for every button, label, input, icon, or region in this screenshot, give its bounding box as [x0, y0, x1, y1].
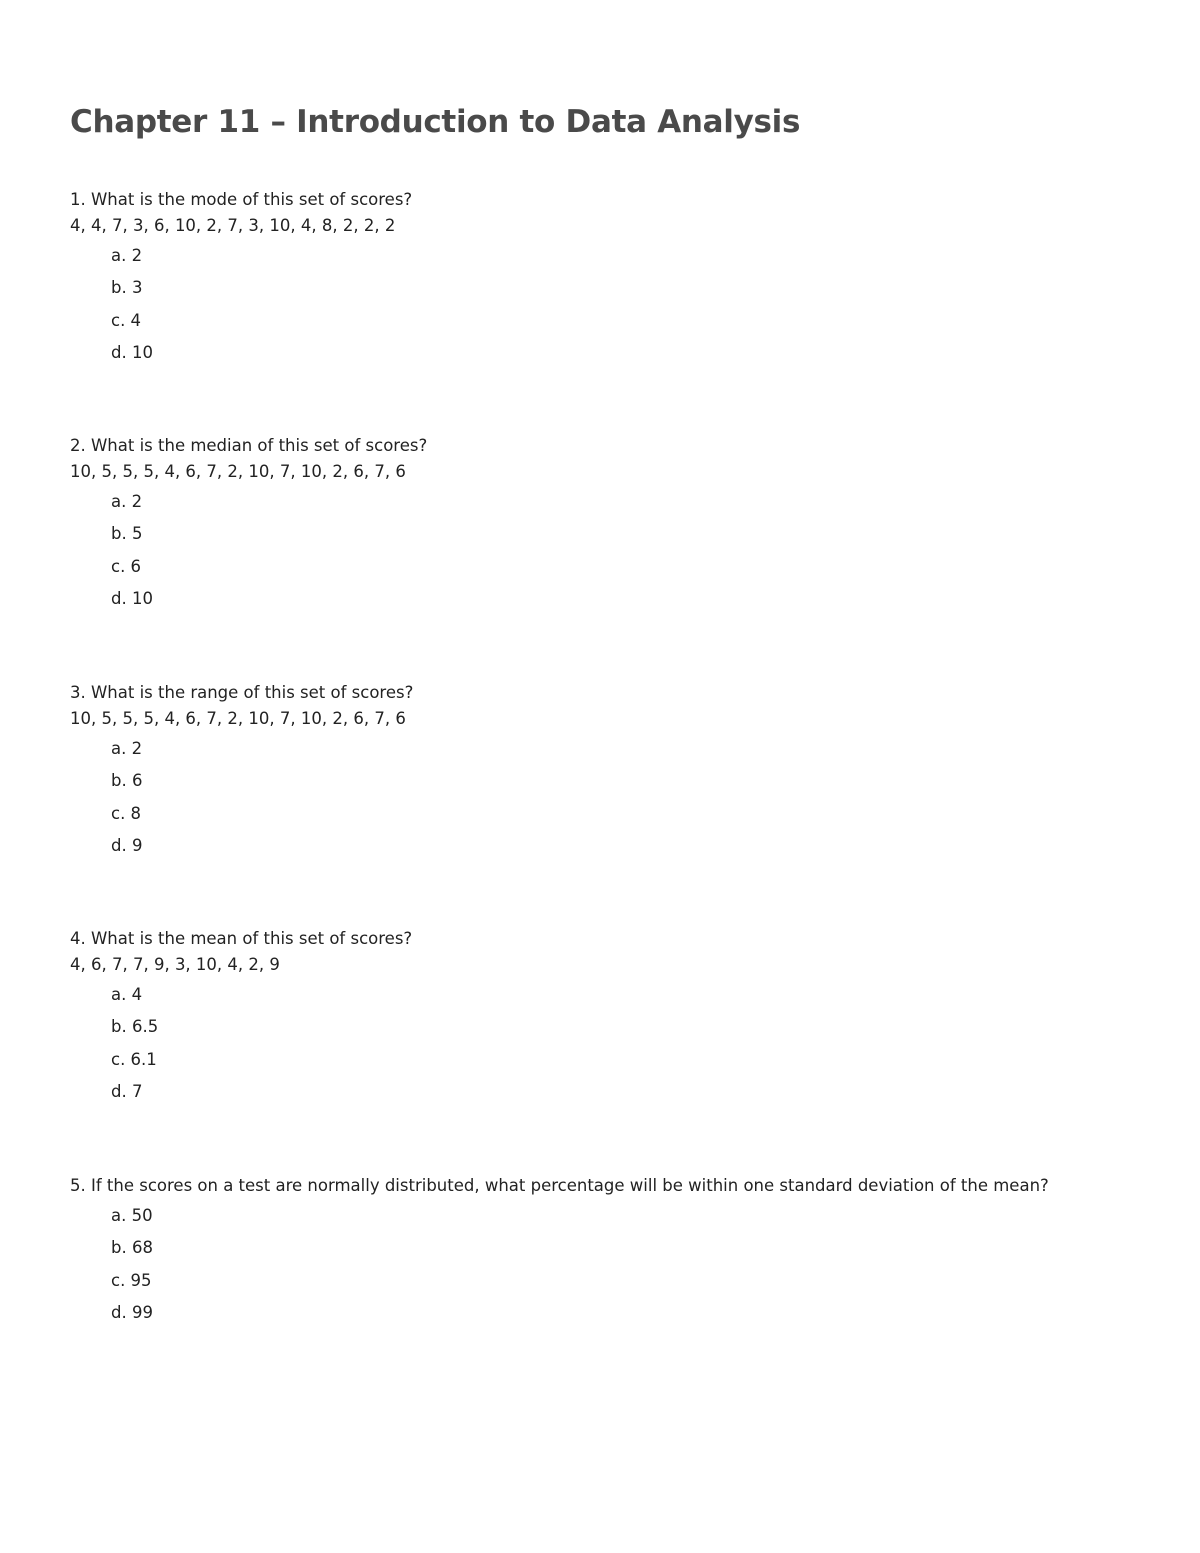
option-a[interactable]: a. 4	[111, 985, 143, 1004]
page-title: Chapter 11 – Introduction to Data Analysis	[70, 104, 801, 140]
option-a[interactable]: a. 2	[111, 492, 143, 511]
option-b[interactable]: b. 68	[111, 1238, 153, 1258]
option-c[interactable]: c. 95	[111, 1270, 152, 1290]
question-text: 1. What is the mode of this set of scores?	[70, 190, 413, 209]
option-c[interactable]: c. 4	[111, 310, 142, 330]
option-c[interactable]: c. 6	[111, 556, 142, 576]
option-c[interactable]: c. 6.1	[111, 1049, 157, 1069]
option-d[interactable]: d. 10	[111, 342, 153, 362]
question-scores: 4, 4, 7, 3, 6, 10, 2, 7, 3, 10, 4, 8, 2, 2, 2	[70, 216, 396, 235]
question-text: 4. What is the mean of this set of scores?	[70, 929, 413, 948]
option-a[interactable]: a. 50	[111, 1206, 153, 1225]
question-scores: 10, 5, 5, 5, 4, 6, 7, 2, 10, 7, 10, 2, 6, 7, 6	[70, 709, 406, 728]
option-d[interactable]: d. 9	[111, 835, 143, 855]
option-a[interactable]: a. 2	[111, 246, 143, 265]
answer-options	[70, 246, 412, 375]
answer-options	[70, 492, 427, 621]
answer-options	[70, 1206, 1049, 1335]
question-text: 3. What is the range of this set of scores?	[70, 683, 414, 702]
option-d[interactable]: d. 7	[111, 1081, 143, 1101]
option-b[interactable]: b. 6	[111, 771, 143, 791]
option-c[interactable]: c. 8	[111, 803, 142, 823]
option-b[interactable]: b. 3	[111, 278, 143, 298]
question-5	[70, 1176, 1049, 1335]
option-b[interactable]: b. 6.5	[111, 1017, 159, 1037]
question-text: 5. If the scores on a test are normally distributed, what percentage will be within one standard deviation of the mean?	[70, 1176, 1049, 1195]
answer-options	[70, 985, 412, 1114]
question-1	[70, 190, 412, 375]
question-scores: 10, 5, 5, 5, 4, 6, 7, 2, 10, 7, 10, 2, 6, 7, 6	[70, 462, 406, 481]
option-b[interactable]: b. 5	[111, 524, 143, 544]
question-2	[70, 436, 427, 621]
answer-options	[70, 739, 413, 868]
option-d[interactable]: d. 99	[111, 1302, 153, 1322]
question-3	[70, 683, 413, 868]
question-4	[70, 929, 412, 1114]
option-a[interactable]: a. 2	[111, 739, 143, 758]
option-d[interactable]: d. 10	[111, 588, 153, 608]
question-scores: 4, 6, 7, 7, 9, 3, 10, 4, 2, 9	[70, 955, 280, 974]
question-text: 2. What is the median of this set of scores?	[70, 436, 428, 455]
